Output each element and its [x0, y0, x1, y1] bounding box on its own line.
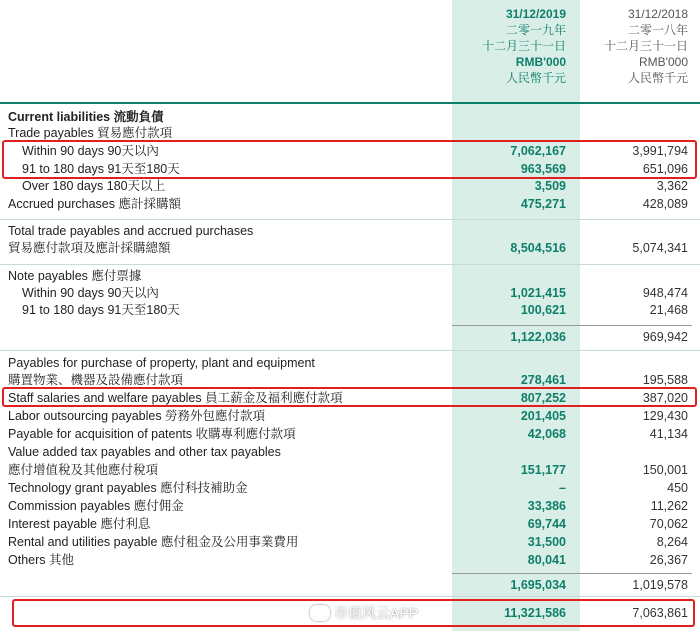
- value-2018: 26,367: [649, 553, 688, 567]
- table-row: [0, 479, 700, 497]
- section-divider: [0, 596, 700, 597]
- row-label: Interest payable 應付利息: [8, 517, 151, 531]
- header-2018-cn2: 十二月三十一日: [603, 39, 688, 53]
- value-2018: 387,020: [642, 391, 688, 405]
- row-label: Value added tax payables and other tax payables: [8, 445, 281, 459]
- row-label: 購置物業、機器及設備應付款項: [8, 373, 184, 387]
- table-row: [0, 239, 700, 257]
- row-label: 91 to 180 days 91天至180天: [22, 162, 180, 176]
- value-2018: 70,062: [649, 517, 688, 531]
- row-label: Labor outsourcing payables 勞務外包應付款項: [8, 409, 266, 423]
- highlight-box-staff-salaries: [2, 387, 697, 407]
- row-label: Staff salaries and welfare payables 員工薪金及福利應付款項: [8, 391, 343, 405]
- header-2018-unit-cn: 人民幣千元: [627, 71, 688, 85]
- table-row: [0, 407, 700, 425]
- table-row: [0, 551, 700, 569]
- value-2018: 195,588: [642, 373, 688, 387]
- table-row: [0, 533, 700, 551]
- table-row: [0, 425, 700, 443]
- row-label: Note payables 應付票據: [8, 269, 142, 283]
- row-label: 貿易應付款項及應計採購總額: [8, 241, 171, 255]
- table-row: [0, 195, 700, 213]
- value-2018: 5,074,341: [632, 241, 688, 255]
- row-label: Within 90 days 90天以內: [22, 286, 159, 300]
- value-2018: 3,362: [656, 179, 688, 193]
- header-2019-date: 31/12/2019: [505, 7, 566, 21]
- value-2019: 963,569: [520, 162, 566, 176]
- table-row: [0, 284, 700, 302]
- value-2019: 3,509: [534, 179, 566, 193]
- value-2019: 11,321,586: [504, 606, 566, 620]
- row-label: Accrued purchases 應計採購額: [8, 197, 181, 211]
- row-label: Commission payables 應付佣金: [8, 499, 184, 513]
- table-row: [0, 497, 700, 515]
- table-row: [0, 443, 700, 461]
- header-2018-unit: RMB'000: [639, 55, 688, 69]
- value-2018: 8,264: [656, 535, 688, 549]
- table-row: [0, 515, 700, 533]
- subtotal-rule: [452, 325, 692, 326]
- value-2019: 7,062,167: [510, 144, 566, 158]
- value-2019: 1,695,034: [510, 578, 566, 592]
- row-label: Trade payables 貿易應付款項: [8, 126, 173, 140]
- value-2019: 69,744: [527, 517, 566, 531]
- value-2018: 41,134: [649, 427, 688, 441]
- row-label: Over 180 days 180天以上: [22, 179, 166, 193]
- highlight-box-trade-payables: [2, 140, 697, 179]
- weibo-icon: [310, 605, 330, 621]
- value-2018: 150,001: [642, 463, 688, 477]
- header-2019-unit-cn: 人民幣千元: [505, 71, 566, 85]
- value-2018: 3,991,794: [632, 144, 688, 158]
- value-2019: 1,021,415: [510, 286, 566, 300]
- header-2018-cn1: 二零一八年: [627, 23, 688, 37]
- table-row: [0, 177, 700, 195]
- value-2019: 80,041: [527, 553, 566, 567]
- value-2018: 428,089: [642, 197, 688, 211]
- value-2019: 807,252: [520, 391, 566, 405]
- value-2019: 33,386: [527, 499, 566, 513]
- value-2018: 11,262: [650, 499, 688, 513]
- row-label: Payables for purchase of property, plant and equipment: [8, 356, 315, 370]
- section-divider: [0, 219, 700, 220]
- value-2018: 450: [667, 481, 688, 495]
- subtotal-rule: [452, 573, 692, 574]
- value-2019: 1,122,036: [510, 330, 566, 344]
- table-row: [0, 267, 700, 285]
- value-2019: 201,405: [520, 409, 566, 423]
- value-2018: 1,019,578: [632, 578, 688, 592]
- value-2019: 151,177: [520, 463, 566, 477]
- value-2018: 21,468: [649, 303, 688, 317]
- value-2019: 8,504,516: [510, 241, 566, 255]
- row-label: Within 90 days 90天以內: [22, 144, 159, 158]
- value-2018: 948,474: [642, 286, 688, 300]
- header-2019-cn1: 二零一九年: [505, 23, 566, 37]
- header-2018: [604, 6, 688, 86]
- section-divider: [0, 350, 700, 351]
- table-row: [0, 461, 700, 479]
- table-row: [0, 576, 700, 594]
- header-2018-date: 31/12/2018: [627, 7, 688, 21]
- value-2019: 475,271: [520, 197, 566, 211]
- value-2018: 129,430: [642, 409, 688, 423]
- row-label: Rental and utilities payable 應付租金及公用事業費用: [8, 535, 299, 549]
- watermark-text: 市值风云APP: [333, 605, 418, 621]
- table-row: [0, 354, 700, 372]
- table-row: [0, 328, 700, 346]
- value-2019: 100,621: [520, 303, 566, 317]
- header-2019-unit: RMB'000: [515, 55, 566, 69]
- row-label: Payable for acquisition of patents 收購專利應付款項: [8, 427, 296, 441]
- value-2019: 42,068: [527, 427, 566, 441]
- table-row: [0, 301, 700, 319]
- value-2018: 969,942: [642, 330, 688, 344]
- section-divider: [0, 264, 700, 265]
- watermark: [310, 603, 418, 623]
- header-divider: [0, 102, 700, 104]
- row-label: Others 其他: [8, 553, 74, 567]
- value-2019: –: [559, 481, 566, 495]
- row-label: Total trade payables and accrued purchases: [8, 224, 254, 238]
- row-label: Technology grant payables 應付科技補助金: [8, 481, 248, 495]
- value-2018: 7,063,861: [632, 606, 688, 620]
- row-label: Current liabilities 流動負債: [8, 110, 164, 124]
- header-2019-cn2: 十二月三十一日: [481, 39, 566, 53]
- header-2019: [482, 6, 566, 86]
- value-2019: 31,500: [527, 535, 566, 549]
- row-label: 應付增值稅及其他應付稅項: [8, 463, 159, 477]
- value-2018: 651,096: [642, 162, 688, 176]
- row-label: 91 to 180 days 91天至180天: [22, 303, 180, 317]
- table-row: [0, 222, 700, 240]
- value-2019: 278,461: [520, 373, 566, 387]
